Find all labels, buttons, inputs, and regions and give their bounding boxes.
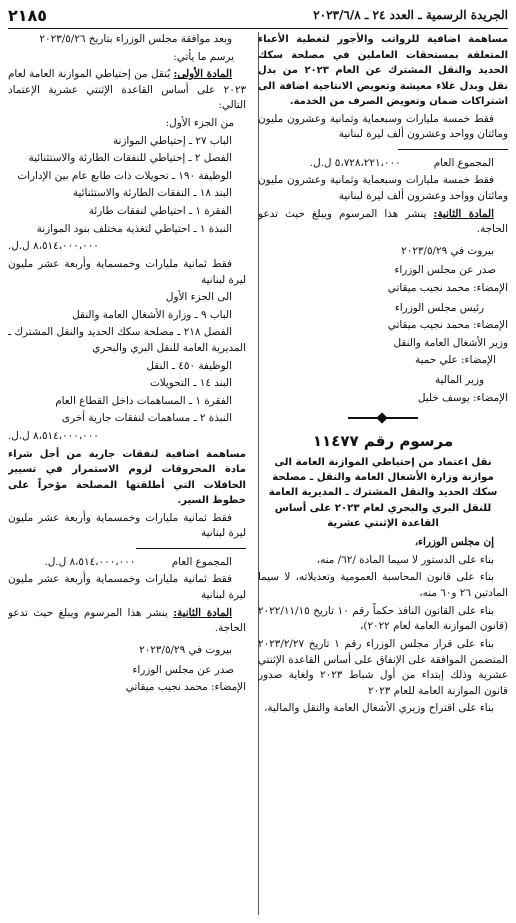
grand-total-value: ٨،٥١٤،٠٠٠،٠٠٠ ل.ل.: [44, 555, 136, 568]
right-column: [258, 32, 508, 915]
article-text: ينشر هذا المرسوم ويبلغ حيث تدعو الحاجة.: [8, 606, 246, 635]
article-1: [8, 67, 246, 114]
purpose-text: مساهمة اضافية لنفقات جارية من أجل شراء مادة المحروقات لزوم الاستمرار في تسيير الحافلات التي أطلقتها المصلحة مؤخراً على خطوط السير.: [8, 448, 246, 507]
amount-words: فقط خمسة مليارات وسبعماية وثمانية وعشرون مليون ومائتان وواحد وعشرون ألف ليرة لبنانية: [258, 112, 508, 141]
page-number: ٢١٨٥: [8, 6, 48, 25]
budget-line: البند ١٤ ـ التحويلات: [149, 377, 232, 390]
article-text: ينشر هذا المرسوم ويبلغ حيث تدعو الحاجة.: [258, 207, 508, 236]
grand-total: [258, 156, 508, 172]
issued-by: صدر عن مجلس الوزراء: [132, 663, 234, 676]
budget-line: البند ١٨ ـ النفقات الطارئة والاستثنائية: [72, 187, 232, 200]
budget-line: النبذة ٢ ـ مساهمات لنفقات جارية أخرى: [61, 412, 232, 425]
signature: الإمضاء: محمد نجيب ميقاتي: [387, 281, 508, 294]
article-text: يُنقل من إحتياطي الموازنة العامة لعام ٢٠٢٣ على أساس القاعدة الإثنتي عشرية الإعتماد التالي:: [8, 68, 246, 112]
approval-line: وبعد موافقة مجلس الوزراء بتاريخ ٢٠٢٣/٥/٢٦: [39, 33, 232, 45]
preamble-line: بناء على اقتراح وزيري الأشغال العامة والنقل والمالية،: [263, 702, 494, 715]
amount-value: ٨،٥١٤،٠٠٠،٠٠٠ ل.ل.: [8, 430, 99, 443]
signature: الإمضاء: يوسف خليل: [417, 391, 508, 404]
budget-line: الفصل ٢١٨ ـ مصلحة سكك الحديد والنقل المشترك ـ المديرية العامة للنقل البري والبحري: [8, 326, 246, 354]
preamble-line: بناء على الدستور لا سيما المادة /٦٢/ منه،: [316, 553, 494, 566]
grand-total-label: المجموع العام: [171, 555, 232, 568]
signature: الإمضاء: محمد نجيب ميقاتي: [125, 681, 246, 694]
amount-words: فقط خمسة مليارات وسبعماية وثمانية وعشرون مليون ومائتان وواحد وعشرون ألف ليرة لبنانية: [258, 174, 508, 202]
amount-words: فقط ثمانية مليارات وخمسماية وأربعة عشر مليون ليرة لبنانية: [8, 573, 246, 602]
section-ornament: [348, 414, 418, 422]
budget-line: الفقرة ١ ـ المساهمات داخل القطاع العام: [55, 394, 232, 407]
signatory-title: وزير الأشغال العامة والنقل: [393, 336, 508, 349]
article-label: المادة الأولى:: [173, 68, 232, 81]
place-date: بيروت في ٢٠٢٣/٥/٢٩: [401, 244, 494, 257]
budget-line: الفقرة ١ ـ احتياطي لنفقات طارئة: [88, 205, 232, 218]
amount-value: ٨،٥١٤،٠٠٠،٠٠٠ ل.ل.: [8, 240, 99, 253]
signatory-title: رئيس مجلس الوزراء: [394, 301, 484, 314]
gazette-title: الجريدة الرسمية ـ العدد ٢٤ ـ ٢٠٢٣/٦/٨: [313, 8, 508, 22]
budget-line: الباب ٩ ـ وزارة الأشغال العامة والنقل: [72, 308, 232, 321]
grand-total: [8, 555, 246, 571]
issued-by: صدر عن مجلس الوزراء: [394, 264, 496, 277]
budget-line: الوظيفة ٤٥٠ ـ النقل: [146, 359, 232, 372]
article-label: المادة الثانية:: [173, 606, 233, 619]
signature: الإمضاء: محمد نجيب ميقاتي: [387, 319, 508, 332]
signatory-title: وزير المالية: [434, 374, 484, 387]
amount-words: فقط ثمانية مليارات وخمسماية وأربعة عشر مليون ليرة لبنانية: [8, 511, 246, 540]
signature: الإمضاء: علي حمية: [415, 354, 496, 367]
article-2: [258, 207, 508, 238]
amount-words: فقط ثمانية مليارات وخمسماية وأربعة عشر مليون ليرة لبنانية: [8, 257, 246, 286]
budget-line: النبذة ١ ـ احتياطي لتغذية مختلف بنود الموازنة: [36, 222, 232, 235]
budget-line: الفصل ٢ ـ إحتياطي للنفقات الطارئة والاستثنائية: [28, 152, 232, 165]
budget-line: الى الجزء الأول: [165, 291, 232, 304]
budget-line: الوظيفة ١٩٠ ـ تحويلات ذات طابع عام بين الإدارات: [17, 169, 232, 182]
budget-line: من الجزء الأول:: [165, 117, 234, 130]
article-label: المادة الثانية:: [433, 207, 494, 220]
separator-rule: [398, 149, 508, 150]
separator-rule: [136, 548, 246, 549]
page-header: [8, 4, 508, 29]
left-column: [8, 32, 246, 915]
grand-total-label: المجموع العام: [433, 156, 494, 169]
grand-total-value: ٥،٧٢٨،٢٢١،٠٠٠ ل.ل.: [309, 156, 401, 169]
budget-line: الباب ٢٧ ـ إحتياطي الموازنة: [112, 134, 232, 147]
article-2: [8, 606, 246, 637]
preamble-line: بناء على قرار مجلس الوزراء رقم ١ تاريخ ٢٠٢٣/٢/٢٧ المتضمن الموافقة على الإنفاق على أساس القاعدة الإثنتي عشرية وذلك إبتداء من أول شباط ٢٠٢٣ ولغاية صدور قانون الموازنة العامة للعام ٢٠٢٣: [258, 637, 508, 697]
preamble-line: بناء على قانون المحاسبة العمومية وتعديلاته، لا سيما المادتين ٢٦ و٦٠ منه،: [258, 571, 508, 600]
preamble-line: إن مجلس الوزراء،: [414, 536, 494, 549]
decree-title: نقل اعتماد من إحتياطي الموازنة العامة الى موازنة وزارة الأشغال العامة والنقل ـ مصلحة سكك الحديد والنقل المشترك ـ المديرية العامة للنقل البري والبحري لعام ٢٠٢٣ على أساس القاعدة الإثنتي عشرية: [268, 456, 498, 529]
preamble-line: بناء على القانون النافذ حكماً رقم ١٠ تاريخ ٢٠٢٢/١١/١٥ (قانون الموازنة العامة لعام ٢٠٢٢)،: [258, 604, 508, 633]
decree-number: مرسوم رقم ١١٤٧٧: [312, 432, 454, 451]
contribution-title: مساهمة اضافية للرواتب والأجور لتغطية الأعباء المتعلقة بمستحقات العاملين في مصلحة سكك الحديد والنقل المشترك عن العام ٢٠٢٣ من بدل نقل وبدل غلاء معيشة وتعويض الانتاجية اضافة الى اشتراكات ضمان وتعويض الصرف من الخدمة.: [258, 34, 508, 107]
place-date: بيروت في ٢٠٢٣/٥/٢٩: [139, 643, 232, 656]
decrees-line: يرسم ما يأتي:: [173, 50, 234, 63]
